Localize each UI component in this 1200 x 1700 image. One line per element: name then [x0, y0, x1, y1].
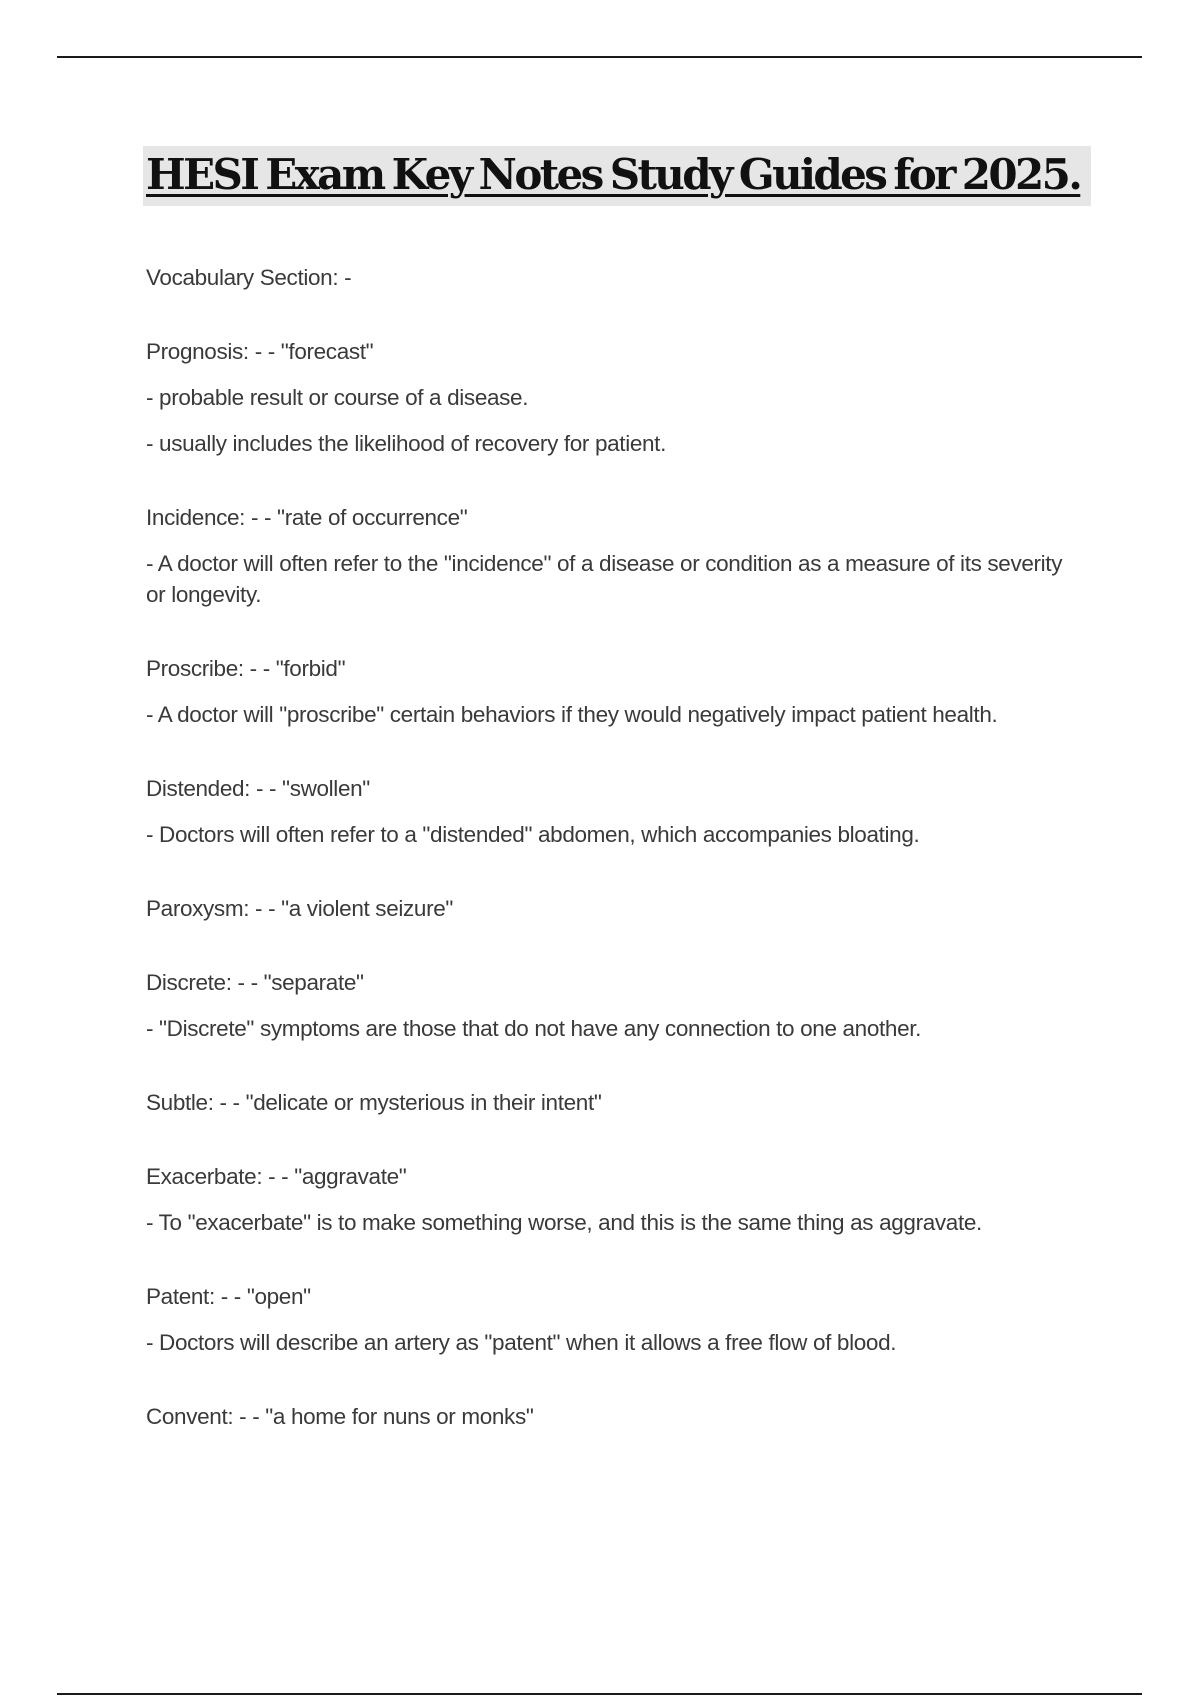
term-heading: Patent: - - "open" [146, 1284, 311, 1309]
vocab-entry-prognosis [146, 336, 1086, 459]
section-label: Vocabulary Section: - [146, 265, 352, 290]
term-heading: Subtle: - - "delicate or mysterious in their intent" [146, 1090, 602, 1115]
term-note: - To "exacerbate" is to make something worse, and this is the same thing as aggravate. [146, 1210, 982, 1235]
vocab-entry-distended [146, 773, 1086, 850]
term-note: - "Discrete" symptoms are those that do not have any connection to one another. [146, 1016, 922, 1041]
vocab-entry-patent [146, 1281, 1086, 1358]
vocab-entry-incidence [146, 502, 1086, 610]
vocab-entry-proscribe [146, 653, 1086, 730]
term-heading: Paroxysm: - - "a violent seizure" [146, 896, 454, 921]
vocab-entry-convent [146, 1401, 1086, 1432]
vocab-entry-discrete [146, 967, 1086, 1044]
term-note: - Doctors will describe an artery as "patent" when it allows a free flow of blood. [146, 1330, 897, 1355]
bottom-rule [57, 1693, 1142, 1695]
term-note: - A doctor will often refer to the "incidence" of a disease or condition as a measure of its severity or longevity. [146, 551, 1063, 607]
term-note: - probable result or course of a disease. [146, 385, 529, 410]
top-rule [57, 56, 1142, 58]
term-note: - A doctor will "proscribe" certain behaviors if they would negatively impact patient health. [146, 702, 998, 727]
term-note: - Doctors will often refer to a "distended" abdomen, which accompanies bloating. [146, 822, 920, 847]
term-heading: Incidence: - - "rate of occurrence" [146, 505, 468, 530]
term-note: - usually includes the likelihood of recovery for patient. [146, 431, 666, 456]
document-body [146, 262, 1086, 1432]
vocab-entry-subtle [146, 1087, 1086, 1118]
vocab-entry-paroxysm [146, 893, 1086, 924]
term-heading: Distended: - - "swollen" [146, 776, 370, 801]
term-heading: Exacerbate: - - "aggravate" [146, 1164, 407, 1189]
page-title: HESI Exam Key Notes Study Guides for 2025. [146, 150, 1081, 199]
term-heading: Proscribe: - - "forbid" [146, 656, 346, 681]
term-heading: Discrete: - - "separate" [146, 970, 364, 995]
vocab-entry-exacerbate [146, 1161, 1086, 1238]
term-heading: Prognosis: - - "forecast" [146, 339, 374, 364]
term-heading: Convent: - - "a home for nuns or monks" [146, 1404, 534, 1429]
